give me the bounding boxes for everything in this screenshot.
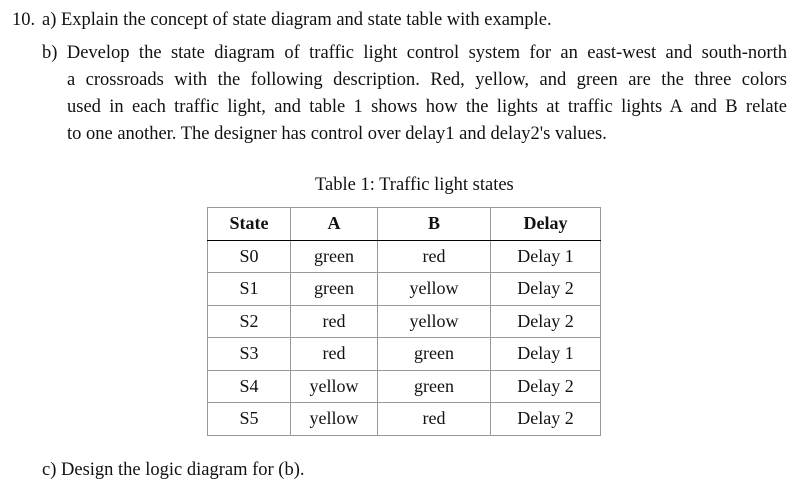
- cell-delay: Delay 2: [491, 273, 601, 306]
- cell-delay: Delay 2: [491, 403, 601, 436]
- traffic-light-state-table: [207, 207, 601, 436]
- table-row: [208, 370, 601, 403]
- part-b-line: used in each traffic light, and table 1 shows how the lights at traffic lights A and B relate: [67, 97, 787, 117]
- cell-b: green: [378, 338, 491, 371]
- cell-a: yellow: [291, 370, 378, 403]
- cell-b: green: [378, 370, 491, 403]
- header-b: B: [378, 208, 491, 241]
- header-state: State: [208, 208, 291, 241]
- table-row: [208, 338, 601, 371]
- table-row: [208, 240, 601, 273]
- table-row: [208, 273, 601, 306]
- header-a: A: [291, 208, 378, 241]
- cell-delay: Delay 1: [491, 338, 601, 371]
- question-number: 10.: [12, 10, 36, 30]
- table-caption: Table 1: Traffic light states: [315, 175, 514, 195]
- cell-state: S4: [208, 370, 291, 403]
- cell-a: green: [291, 240, 378, 273]
- cell-state: S3: [208, 338, 291, 371]
- table-header-row: [208, 208, 601, 241]
- part-a-text: a) Explain the concept of state diagram and state table with example.: [42, 10, 552, 30]
- cell-b: yellow: [378, 273, 491, 306]
- cell-state: S2: [208, 305, 291, 338]
- table-row: [208, 403, 601, 436]
- table-row: [208, 305, 601, 338]
- cell-delay: Delay 2: [491, 305, 601, 338]
- part-c-text: c) Design the logic diagram for (b).: [42, 460, 305, 480]
- cell-b: red: [378, 403, 491, 436]
- part-b-line: a crossroads with the following description. Red, yellow, and green are the three colors: [67, 70, 787, 90]
- cell-b: yellow: [378, 305, 491, 338]
- part-b-line: b) Develop the state diagram of traffic light control system for an east-west and south-north: [42, 43, 787, 63]
- cell-a: green: [291, 273, 378, 306]
- cell-state: S1: [208, 273, 291, 306]
- header-delay: Delay: [491, 208, 601, 241]
- cell-a: yellow: [291, 403, 378, 436]
- part-b-line: to one another. The designer has control over delay1 and delay2's values.: [67, 124, 607, 144]
- cell-state: S0: [208, 240, 291, 273]
- cell-delay: Delay 1: [491, 240, 601, 273]
- cell-a: red: [291, 305, 378, 338]
- cell-b: red: [378, 240, 491, 273]
- cell-state: S5: [208, 403, 291, 436]
- cell-delay: Delay 2: [491, 370, 601, 403]
- cell-a: red: [291, 338, 378, 371]
